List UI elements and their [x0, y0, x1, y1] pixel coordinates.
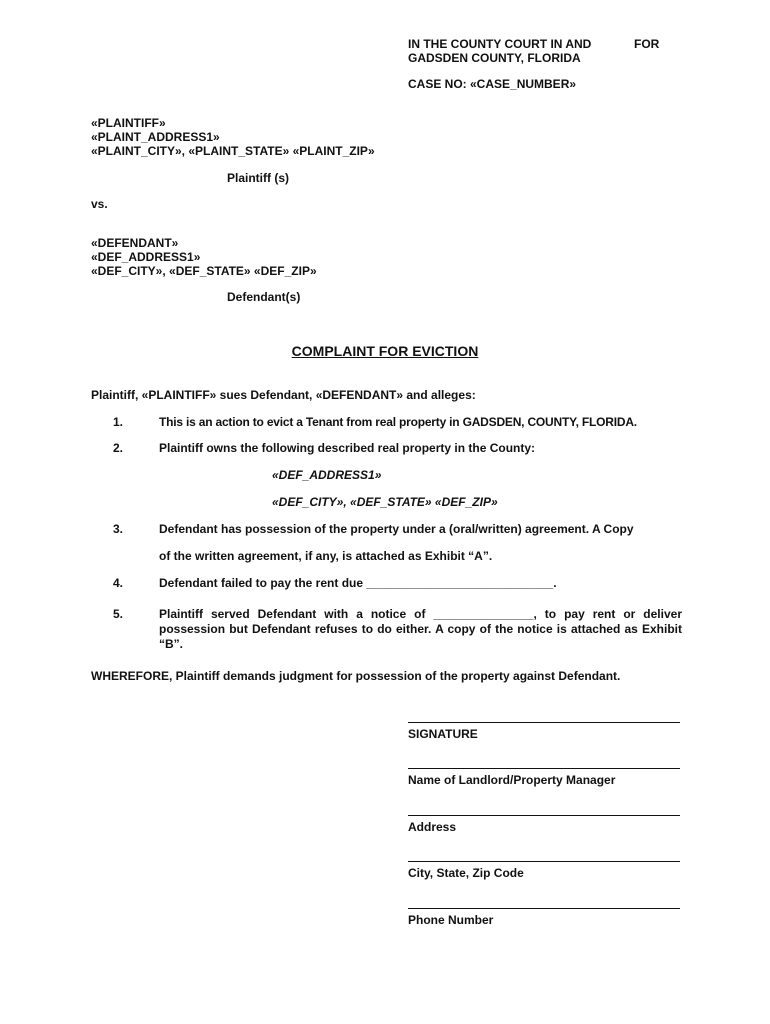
defendant-city-state-zip: «DEF_CITY», «DEF_STATE» «DEF_ZIP» — [91, 264, 317, 278]
plaintiff-address: «PLAINT_ADDRESS1» — [91, 130, 220, 144]
landlord-name-label: Name of Landlord/Property Manager — [408, 773, 616, 787]
address-label: Address — [408, 820, 457, 834]
phone-label: Phone Number — [408, 913, 494, 927]
court-caption — [408, 37, 668, 52]
paragraph-number: 4. — [113, 576, 124, 590]
plaintiff-name: «PLAINTIFF» — [91, 116, 166, 130]
court-name-for: FOR — [634, 37, 660, 51]
paragraph-text-continued: of the written agreement, if any, is attached as Exhibit “A”. — [159, 549, 493, 563]
address-line — [408, 815, 680, 816]
plaintiff-city-state-zip: «PLAINT_CITY», «PLAINT_STATE» «PLAINT_ZIP» — [91, 144, 375, 158]
case-number: CASE NO: «CASE_NUMBER» — [408, 77, 577, 91]
defendant-label: Defendant(s) — [227, 290, 301, 304]
defendant-address: «DEF_ADDRESS1» — [91, 250, 201, 264]
wherefore-clause: WHEREFORE, Plaintiff demands judgment for possession of the property against Defendant. — [91, 669, 621, 683]
signature-label: SIGNATURE — [408, 727, 478, 741]
paragraph-number: 5. — [113, 607, 124, 621]
phone-line — [408, 908, 680, 909]
city-state-zip-line — [408, 861, 680, 862]
paragraph-number: 3. — [113, 522, 124, 536]
property-address: «DEF_ADDRESS1» — [272, 468, 382, 482]
paragraph-text: Defendant has possession of the property under a (oral/written) agreement. A Copy — [159, 522, 634, 536]
court-name-line1: IN THE COUNTY COURT IN AND — [408, 37, 592, 51]
defendant-name: «DEFENDANT» — [91, 236, 179, 250]
paragraph-text: Plaintiff served Defendant with a notice of _______________, to pay rent or deliver possession but Defendant refuses to do either. A copy of the notice is attached as Exhibit “B”. — [159, 607, 682, 651]
paragraph-number: 1. — [113, 415, 124, 429]
court-name-line2: GADSDEN COUNTY, FLORIDA — [408, 51, 581, 65]
landlord-name-line — [408, 768, 680, 769]
paragraph-text: Defendant failed to pay the rent due ____________________________. — [159, 576, 557, 590]
signature-line — [408, 722, 680, 723]
city-state-zip-label: City, State, Zip Code — [408, 866, 524, 880]
plaintiff-label: Plaintiff (s) — [227, 171, 289, 185]
paragraph-text: This is an action to evict a Tenant from real property in GADSDEN, COUNTY, FLORIDA. — [159, 415, 637, 429]
intro-text: Plaintiff, «PLAINTIFF» sues Defendant, «DEFENDANT» and alleges: — [91, 388, 476, 402]
versus-label: vs. — [91, 197, 108, 211]
property-city-state-zip: «DEF_CITY», «DEF_STATE» «DEF_ZIP» — [272, 495, 498, 509]
paragraph-number: 2. — [113, 441, 124, 455]
document-title: COMPLAINT FOR EVICTION — [291, 343, 479, 359]
paragraph-text: Plaintiff owns the following described real property in the County: — [159, 441, 536, 455]
